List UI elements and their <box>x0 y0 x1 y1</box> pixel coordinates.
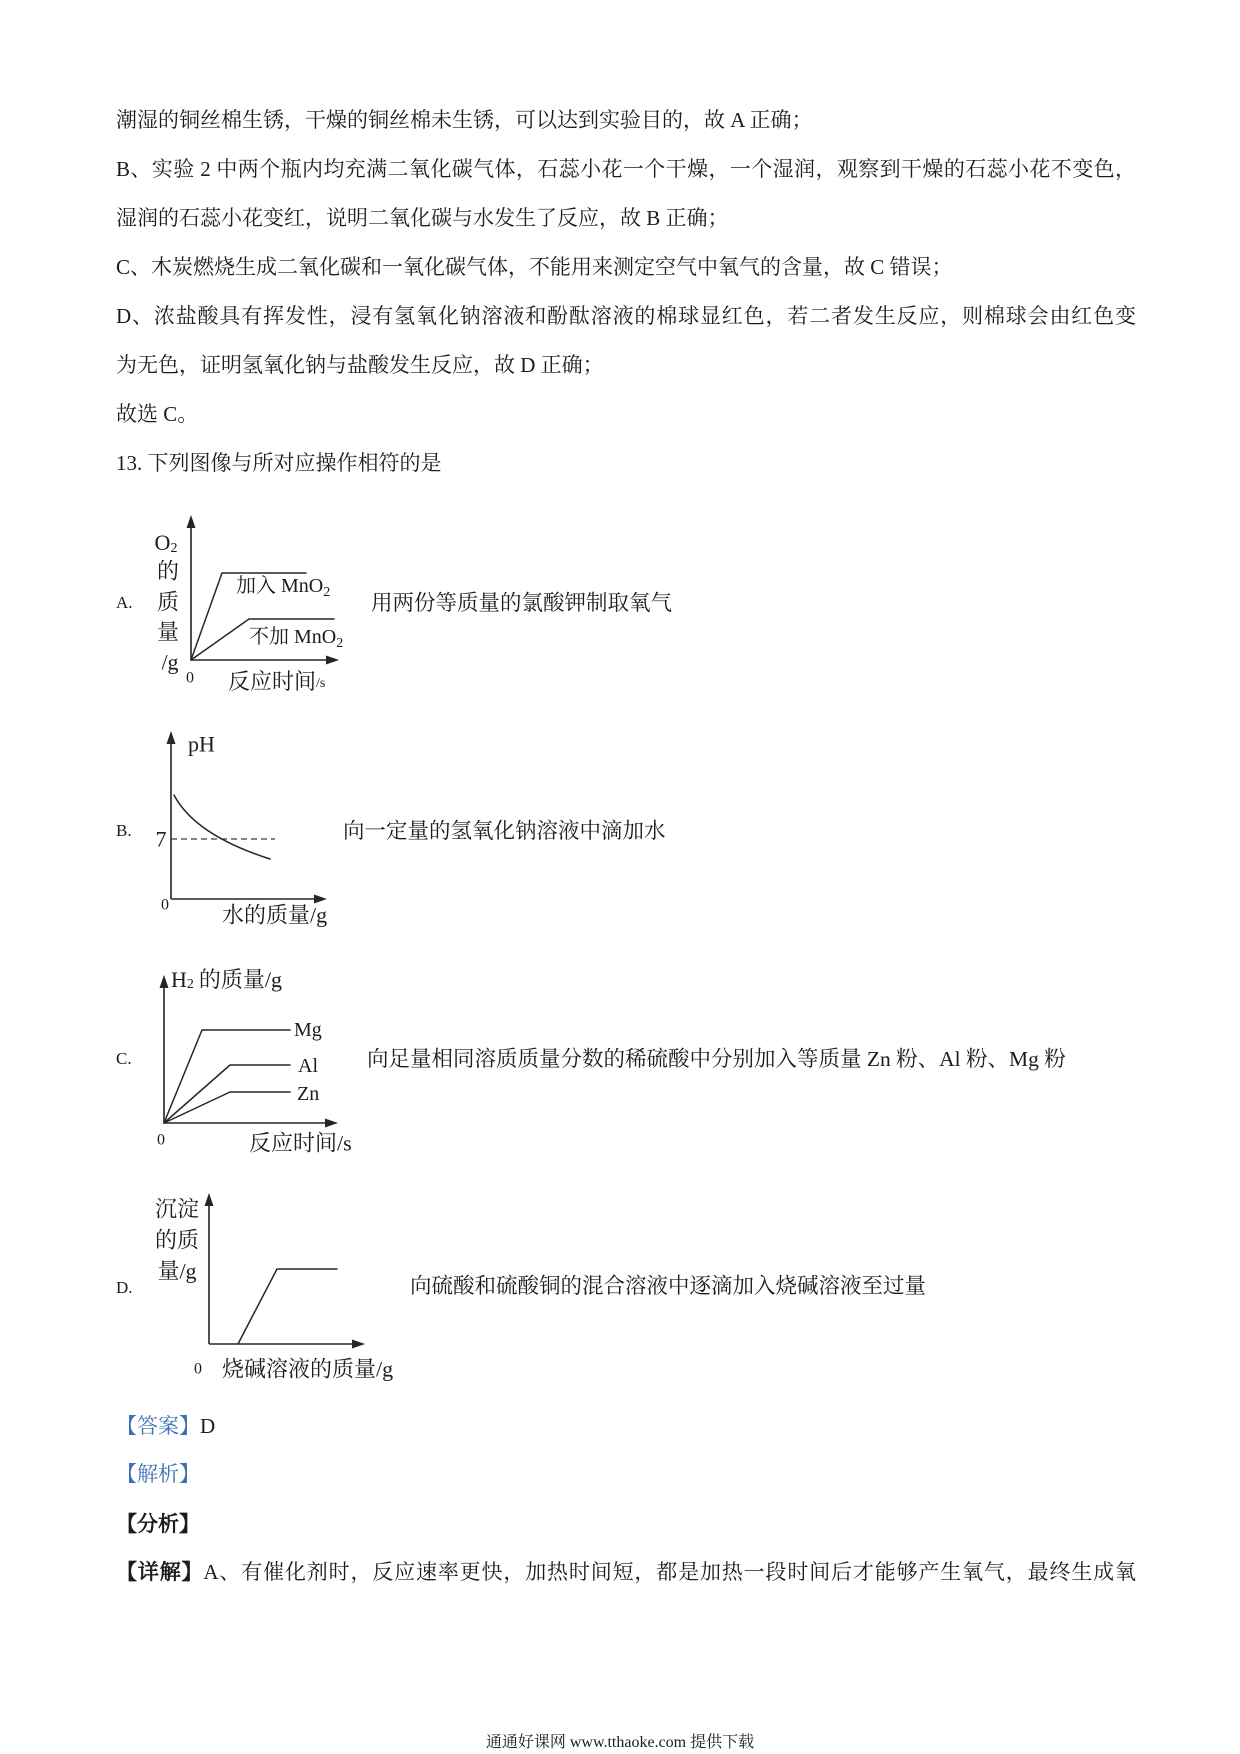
graph-b-y-axis-arrow <box>167 731 176 744</box>
graph-b-reference-label: 7 <box>155 826 167 852</box>
passage-line: 湿润的石蕊小花变红，说明二氧化碳与水发生了反应，故 B 正确； <box>116 206 729 230</box>
graph-c-series-label-mg: Mg <box>294 1019 322 1041</box>
graph-b-x-label: 水的质量/g <box>222 902 328 928</box>
passage-line: B、实验 2 中两个瓶内均充满二氧化碳气体，石蕊小花一个干燥，一个湿润，观察到干燥的石蕊小花不变色， <box>116 157 1136 181</box>
fenxi-tag: 【分析】 <box>116 1512 200 1536</box>
graph-c-series-label-al: Al <box>298 1055 318 1077</box>
graph-d <box>155 1193 393 1382</box>
graph-d-y-axis-arrow <box>205 1193 214 1206</box>
option-c-letter: C. <box>116 1049 132 1068</box>
option-a-letter: A. <box>116 593 133 612</box>
graph-d-y-label-line2: 的质 <box>154 1227 200 1253</box>
graph-d-origin-label: 0 <box>194 1360 202 1378</box>
answer-row <box>116 1411 1136 1441</box>
detail-tag: 【详解】 <box>116 1560 204 1584</box>
graph-c <box>157 967 352 1156</box>
graph-d-x-label: 烧碱溶液的质量/g <box>222 1356 394 1382</box>
graph-c-curve-zn <box>164 1092 290 1123</box>
graph-c-series-label-zn: Zn <box>297 1083 320 1105</box>
analysis-tag: 【解析】 <box>116 1462 200 1486</box>
option-b-letter: B. <box>116 821 132 840</box>
graph-b-y-label: pH <box>188 731 215 757</box>
analysis-row <box>116 1459 1136 1489</box>
passage-line: 潮湿的铜丝棉生锈，干燥的铜丝棉未生锈，可以达到实验目的，故 A 正确； <box>116 108 813 132</box>
graph-b <box>156 731 328 928</box>
question-title: 13. 下列图像与所对应操作相符的是 <box>116 451 442 475</box>
option-d-description: 向硫酸和硫酸铜的混合溶液中逐滴加入烧碱溶液至过量 <box>410 1274 927 1298</box>
graph-b-origin-label: 0 <box>161 896 169 914</box>
answer-value: D <box>200 1414 216 1438</box>
graph-a-series-label-with-catalyst: 加入 MnO$_2$ <box>236 575 331 600</box>
graph-a-y-label-unit: /g <box>161 649 179 675</box>
passage-line: C、木炭燃烧生成二氧化碳和一氧化碳气体，不能用来测定空气中氧气的含量，故 C 错误； <box>116 255 953 279</box>
graph-c-x-axis-arrow <box>325 1119 338 1128</box>
detail-row <box>116 1557 1136 1587</box>
graph-a-x-label: 反应时间/s <box>228 668 326 694</box>
passage-line: 为无色，证明氢氧化钠与盐酸发生反应，故 D 正确； <box>116 353 604 377</box>
option-b-description: 向一定量的氢氧化钠溶液中滴加水 <box>343 819 666 843</box>
graph-a-y-label-line3: 质 <box>156 589 180 615</box>
graph-d-y-label-line1: 沉淀 <box>154 1196 200 1222</box>
option-d-letter: D. <box>116 1278 133 1297</box>
option-c-description: 向足量相同溶质质量分数的稀硫酸中分别加入等质量 Zn 粉、Al 粉、Mg 粉 <box>367 1047 1066 1071</box>
graph-a <box>155 515 344 694</box>
graph-d-x-axis-arrow <box>352 1340 365 1349</box>
detail-text: A、有催化剂时，反应速率更快，加热时间短，都是加热一段时间后才能够产生氧气，最终生成氧 <box>203 1560 1136 1584</box>
graph-c-curve-mg <box>164 1030 290 1123</box>
graph-a-y-axis-arrow <box>187 515 196 528</box>
answer-tag: 【答案】 <box>116 1414 200 1438</box>
fenxi-row <box>116 1509 1136 1539</box>
graph-a-x-axis-arrow <box>326 656 339 665</box>
graph-a-y-label-line1: $O_2$ <box>154 529 178 556</box>
graph-c-origin-label: 0 <box>157 1131 165 1149</box>
graph-a-y-label-line2: 的 <box>156 558 180 584</box>
graph-a-origin-label: 0 <box>186 669 194 687</box>
passage-line: D、浓盐酸具有挥发性，浸有氢氧化钠溶液和酚酞溶液的棉球显红色，若二者发生反应，则棉球会由红色变 <box>116 304 1136 328</box>
passage-line: 故选 C。 <box>116 402 199 426</box>
graph-b-ph-curve <box>174 795 270 859</box>
graph-d-y-label-line3: 量/g <box>157 1258 197 1284</box>
graph-a-series-label-without-catalyst: 不加 MnO$_2$ <box>249 626 344 651</box>
graph-c-y-axis-arrow <box>160 975 169 988</box>
graph-c-y-label: $H_2$ 的质量/g <box>171 966 283 992</box>
graph-d-precipitate-curve <box>238 1269 337 1344</box>
option-a-description: 用两份等质量的氯酸钾制取氧气 <box>371 591 673 615</box>
graph-a-y-label-line4: 量 <box>156 619 180 645</box>
page-footer: 通通好课网 www.tthaoke.com 提供下载 <box>485 1734 755 1751</box>
graph-c-x-label: 反应时间/s <box>249 1130 352 1156</box>
